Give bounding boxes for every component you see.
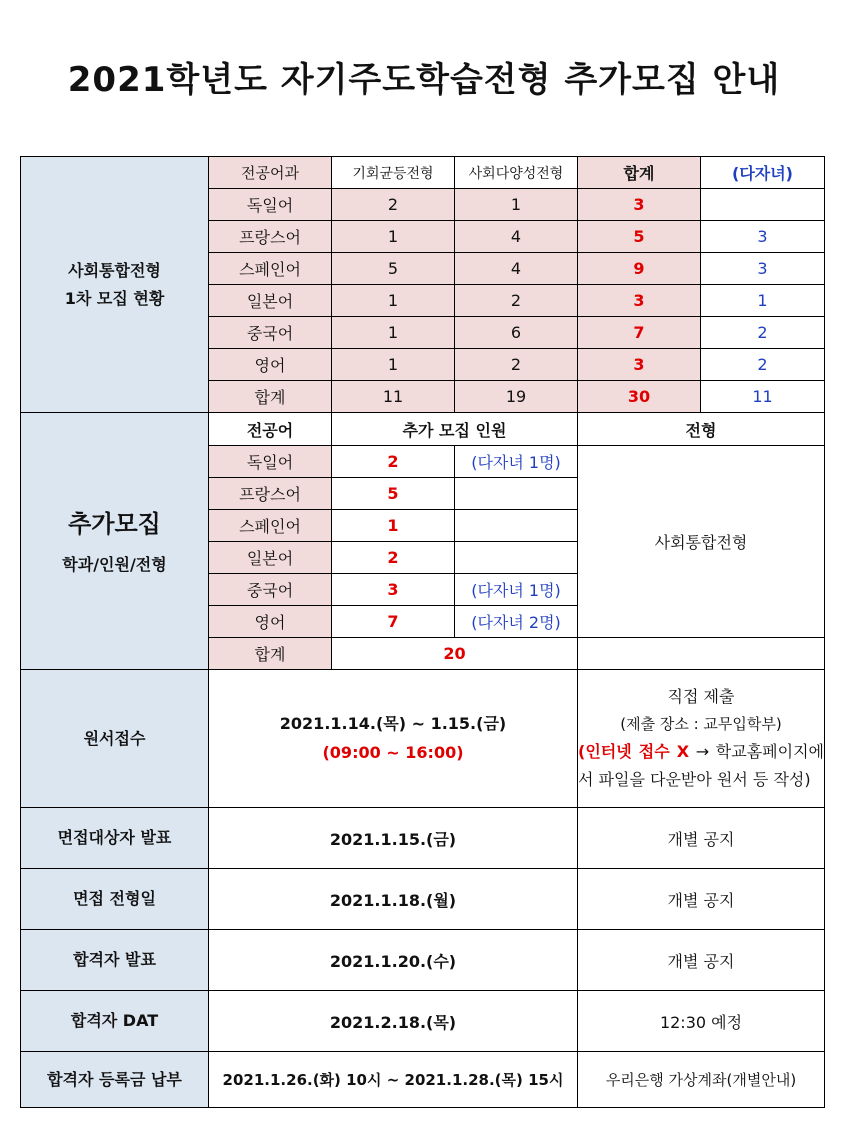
s2-count: 5 (332, 478, 455, 510)
s2-category (21, 413, 209, 670)
s1-header-lang: 전공어과 (209, 157, 332, 189)
s2-total-label: 합계 (209, 638, 332, 670)
application-method (578, 670, 825, 808)
s1-diverse: 4 (455, 253, 578, 285)
s2-header-row (21, 413, 825, 446)
s1-lang: 독일어 (209, 189, 332, 221)
s2-note: (다자녀 1명) (455, 574, 578, 606)
s1-multi: 11 (701, 381, 825, 413)
schedule-note: 우리은행 가상계좌(개별안내) (578, 1052, 825, 1108)
s1-lang: 일본어 (209, 285, 332, 317)
s2-count: 3 (332, 574, 455, 606)
s2-count: 1 (332, 510, 455, 542)
s1-total: 7 (578, 317, 701, 349)
page-title: 2021학년도 자기주도학습전형 추가모집 안내 (67, 60, 781, 100)
s1-total: 30 (578, 381, 701, 413)
s1-multi: 3 (701, 221, 825, 253)
schedule-label: 면접대상자 발표 (21, 808, 209, 869)
s2-header-type: 전형 (578, 413, 825, 446)
s2-count: 2 (332, 542, 455, 574)
application-row (21, 670, 825, 808)
admission-table (20, 156, 825, 1108)
schedule-note: 12:30 예정 (578, 991, 825, 1052)
s1-equal: 11 (332, 381, 455, 413)
application-label: 원서접수 (21, 670, 209, 808)
s1-lang: 스페인어 (209, 253, 332, 285)
schedule-note: 개별 공지 (578, 930, 825, 991)
s1-diverse: 19 (455, 381, 578, 413)
s1-diverse: 6 (455, 317, 578, 349)
s2-note (455, 542, 578, 574)
s1-equal: 1 (332, 285, 455, 317)
s2-count: 2 (332, 446, 455, 478)
s1-multi: 2 (701, 317, 825, 349)
application-date: 2021.1.14.(목) ~ 1.15.(금) (279, 713, 507, 733)
s2-lang: 독일어 (209, 446, 332, 478)
s1-diverse: 4 (455, 221, 578, 253)
schedule-date: 2021.1.18.(월) (209, 869, 578, 930)
s1-equal: 5 (332, 253, 455, 285)
schedule-row (21, 1052, 825, 1108)
s2-lang: 일본어 (209, 542, 332, 574)
schedule-label: 합격자 등록금 납부 (21, 1052, 209, 1108)
s1-header-equal: 기회균등전형 (332, 157, 455, 189)
s1-total: 3 (578, 285, 701, 317)
s1-category-line1: 사회통합전형 (68, 261, 161, 281)
s1-multi: 2 (701, 349, 825, 381)
schedule-note: 개별 공지 (578, 808, 825, 869)
s2-lang: 프랑스어 (209, 478, 332, 510)
method-red: (인터넷 접수 X (578, 741, 690, 761)
s2-lang: 스페인어 (209, 510, 332, 542)
s1-diverse: 2 (455, 285, 578, 317)
application-time: (09:00 ~ 16:00) (322, 742, 464, 762)
schedule-row (21, 808, 825, 869)
s2-total-value: 20 (332, 638, 578, 670)
schedule-label: 면접 전형일 (21, 869, 209, 930)
s1-equal: 2 (332, 189, 455, 221)
s2-type-blank (578, 638, 825, 670)
s2-header-count: 추가 모집 인원 (332, 413, 578, 446)
s1-header-row (21, 157, 825, 189)
s1-lang: 합계 (209, 381, 332, 413)
schedule-date: 2021.2.18.(목) (209, 991, 578, 1052)
schedule-row (21, 991, 825, 1052)
schedule-row (21, 869, 825, 930)
s2-note (455, 510, 578, 542)
s2-header-lang: 전공어 (209, 413, 332, 446)
s1-multi: 1 (701, 285, 825, 317)
schedule-row (21, 930, 825, 991)
s1-category-line2: 1차 모집 현황 (64, 288, 165, 308)
s1-total: 9 (578, 253, 701, 285)
s1-equal: 1 (332, 317, 455, 349)
schedule-note: 개별 공지 (578, 869, 825, 930)
s2-note: (다자녀 1명) (455, 446, 578, 478)
s2-category-big: 추가모집 (68, 510, 161, 538)
schedule-date: 2021.1.15.(금) (209, 808, 578, 869)
s1-multi: 3 (701, 253, 825, 285)
s1-header-total: 합계 (578, 157, 701, 189)
s2-lang: 영어 (209, 606, 332, 638)
s1-lang: 중국어 (209, 317, 332, 349)
s1-header-multi: (다자녀) (701, 157, 825, 189)
s2-lang: 중국어 (209, 574, 332, 606)
s1-total: 3 (578, 189, 701, 221)
schedule-date: 2021.1.20.(수) (209, 930, 578, 991)
s1-category (21, 157, 209, 413)
application-period (209, 670, 578, 808)
s1-header-diverse: 사회다양성전형 (455, 157, 578, 189)
s1-equal: 1 (332, 221, 455, 253)
s2-note (455, 478, 578, 510)
s1-multi (701, 189, 825, 221)
s1-diverse: 1 (455, 189, 578, 221)
s2-note: (다자녀 2명) (455, 606, 578, 638)
s1-total: 3 (578, 349, 701, 381)
method-title: 직접 제출 (667, 687, 735, 707)
method-rest: → 학교홈페이지에서 파일을 다운받아 원서 등 작성) (578, 741, 824, 789)
s2-category-sub: 학과/인원/전형 (62, 554, 167, 574)
s1-equal: 1 (332, 349, 455, 381)
schedule-label: 합격자 DAT (21, 991, 209, 1052)
s2-type: 사회통합전형 (578, 446, 825, 638)
method-place: (제출 장소 : 교무입학부) (620, 715, 782, 734)
schedule-label: 합격자 발표 (21, 930, 209, 991)
s1-diverse: 2 (455, 349, 578, 381)
schedule-date: 2021.1.26.(화) 10시 ~ 2021.1.28.(목) 15시 (209, 1052, 578, 1108)
s1-lang: 프랑스어 (209, 221, 332, 253)
s2-count: 7 (332, 606, 455, 638)
s1-total: 5 (578, 221, 701, 253)
s1-lang: 영어 (209, 349, 332, 381)
